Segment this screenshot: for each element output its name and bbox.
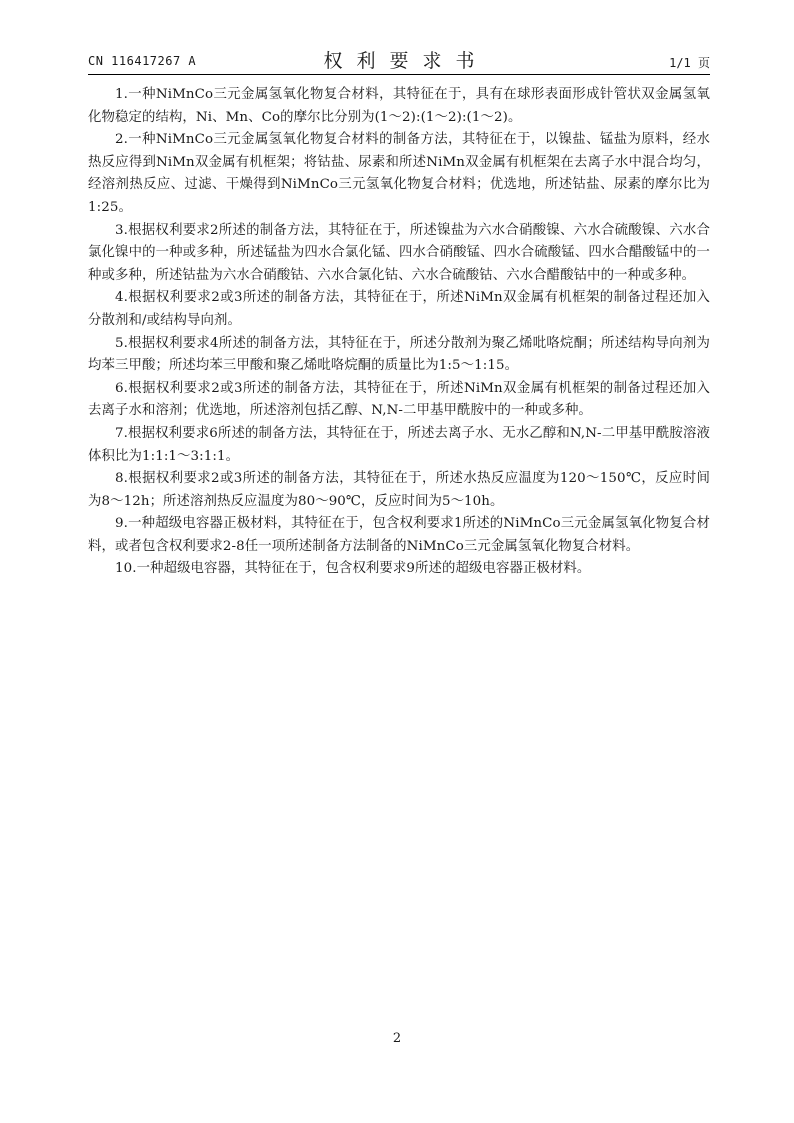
claim-1: 1.一种NiMnCo三元金属氢氧化物复合材料，其特征在于，具有在球形表面形成针管状双金属氢氧化物稳定的结构，Ni、Mn、Co的摩尔比分别为(1～2):(1～2):(1～2)。: [88, 87, 710, 125]
claim-7: 7.根据权利要求6所述的制备方法，其特征在于，所述去离子水、无水乙醇和N,N-二甲基甲酰胺溶液体积比为1:1:1～3:1:1。: [88, 425, 710, 464]
page-header: [88, 46, 710, 74]
claim-6: 6.根据权利要求2或3所述的制备方法，其特征在于，所述NiMn双金属有机框架的制备过程还加入去离子水和溶剂；优选地，所述溶剂包括乙醇、N,N-二甲基甲酰胺中的一种或多种。: [88, 380, 710, 419]
claim-5: 5.根据权利要求4所述的制备方法，其特征在于，所述分散剂为聚乙烯吡咯烷酮；所述结构导向剂为均苯三甲酸；所述均苯三甲酸和聚乙烯吡咯烷酮的质量比为1:5～1:15。: [88, 335, 710, 374]
claim-9: 9.一种超级电容器正极材料，其特征在于，包含权利要求1所述的NiMnCo三元金属氢氧化物复合材料，或者包含权利要求2-8任一项所述制备方法制备的NiMnCo三元金属氢氧化物复合材料。: [88, 516, 710, 554]
claim-3: 3.根据权利要求2所述的制备方法，其特征在于，所述镍盐为六水合硝酸镍、六水合硫酸镍、六水合氯化镍中的一种或多种，所述锰盐为四水合氯化锰、四水合硝酸锰、四水合硫酸锰、四水合醋酸锰中的一种或多种，所述钴盐为六水合硝酸钴、六水合氯化钴、六水合硫酸钴、六水合醋酸钴中的一种或多种。: [88, 222, 710, 283]
publication-number: CN 116417267 A: [88, 54, 197, 68]
claim-8: 8.根据权利要求2或3所述的制备方法，其特征在于，所述水热反应温度为120～150℃，反应时间为8～12h；所述溶剂热反应温度为80～90℃，反应时间为5～10h。: [88, 471, 710, 509]
claims-list: [88, 84, 710, 581]
claim-2: 2.一种NiMnCo三元金属氢氧化物复合材料的制备方法，其特征在于，以镍盐、锰盐为原料，经水热反应得到NiMn双金属有机框架；将钴盐、尿素和所述NiMn双金属有机框架在去离子水中混合均匀，经溶剂热反应、过滤、干燥得到NiMnCo三元氢氧化物复合材料；优选地，所述钴盐、尿素的摩尔比为1:25。: [88, 132, 710, 215]
page-number: 2: [392, 1031, 402, 1046]
page-info: 1/1 页: [669, 56, 710, 70]
document-title: 权利要求书: [323, 50, 489, 72]
claim-4: 4.根据权利要求2或3所述的制备方法，其特征在于，所述NiMn双金属有机框架的制备过程还加入分散剂和/或结构导向剂。: [88, 290, 710, 328]
claim-10: 10.一种超级电容器，其特征在于，包含权利要求9所述的超级电容器正极材料。: [115, 561, 591, 577]
header-divider: [88, 74, 710, 75]
